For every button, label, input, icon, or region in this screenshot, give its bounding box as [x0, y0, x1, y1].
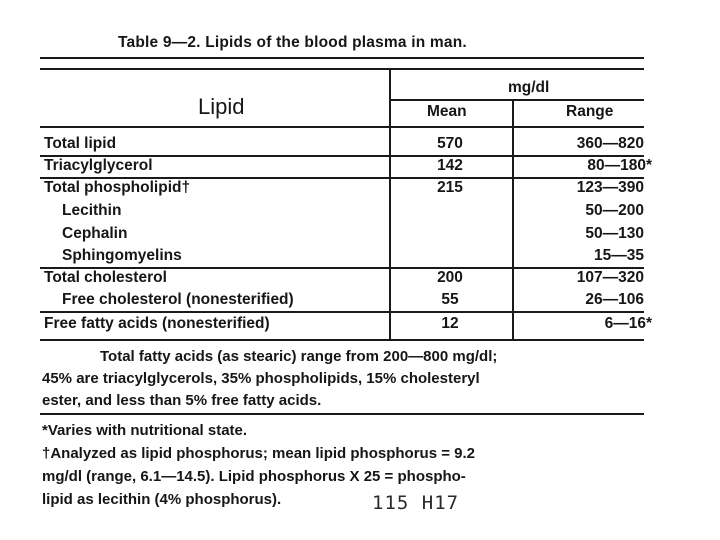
header-lipid: Lipid [198, 94, 245, 119]
row-name: Lecithin [62, 202, 122, 219]
summary-line-3: ester, and less than 5% free fatty acids. [42, 392, 322, 409]
row-name: Total lipid [44, 135, 117, 152]
summary-line-2: 45% are triacylglycerols, 35% phospholipids, 15% cholesteryl [42, 370, 480, 387]
row-name: Free cholesterol (nonesterified) [62, 291, 294, 308]
footnote-dagger-line-1: †Analyzed as lipid phosphorus; mean lipid phosphorus = 9.2 [42, 445, 475, 462]
footnote-star: *Varies with nutritional state. [42, 422, 248, 439]
header-mean: Mean [427, 103, 467, 120]
row-range: 6—16* [604, 315, 652, 332]
row-range: 360—820 [576, 135, 644, 152]
header-sub-rule [390, 99, 644, 101]
row-name: Total cholesterol [44, 269, 167, 286]
row-range: 80—180* [587, 157, 652, 174]
row-mean: 142 [437, 157, 463, 174]
row-mean: 570 [437, 135, 463, 152]
row-mean: 215 [437, 179, 463, 196]
table-bottom-rule [40, 339, 644, 341]
row-range: 107—320 [576, 269, 644, 286]
footnote-dagger-line-2: mg/dl (range, 6.1—14.5). Lipid phosphorus X 25 = phospho- [42, 468, 466, 485]
row-rule [40, 311, 644, 313]
row-name: Sphingomyelins [62, 247, 182, 264]
header-unit: mg/dl [508, 79, 550, 96]
header-bottom-rule [40, 126, 644, 128]
row-range: 15—35 [594, 247, 644, 264]
row-mean: 12 [441, 315, 459, 332]
table-title: Table 9—2. Lipids of the blood plasma in man. [118, 34, 467, 51]
row-range: 50—130 [585, 225, 644, 242]
row-range: 26—106 [585, 291, 644, 308]
footnote-rule [40, 413, 644, 415]
footnote-dagger-line-3: lipid as lecithin (4% phosphorus). [42, 491, 282, 508]
row-mean: 200 [437, 269, 463, 286]
summary-line-1: Total fatty acids (as stearic) range from 200—800 mg/dl; [100, 348, 498, 365]
handwritten-note: 115 H17 [372, 492, 460, 514]
header-range: Range [566, 103, 614, 120]
top-rule-2 [40, 68, 644, 70]
row-mean: 55 [441, 291, 459, 308]
row-name: Total phospholipid† [44, 179, 191, 196]
row-name: Free fatty acids (nonesterified) [44, 315, 270, 332]
row-range: 123—390 [576, 179, 644, 196]
row-name: Triacylglycerol [44, 157, 153, 174]
top-rule [40, 57, 644, 59]
row-range: 50—200 [585, 202, 644, 219]
row-name: Cephalin [62, 225, 128, 242]
